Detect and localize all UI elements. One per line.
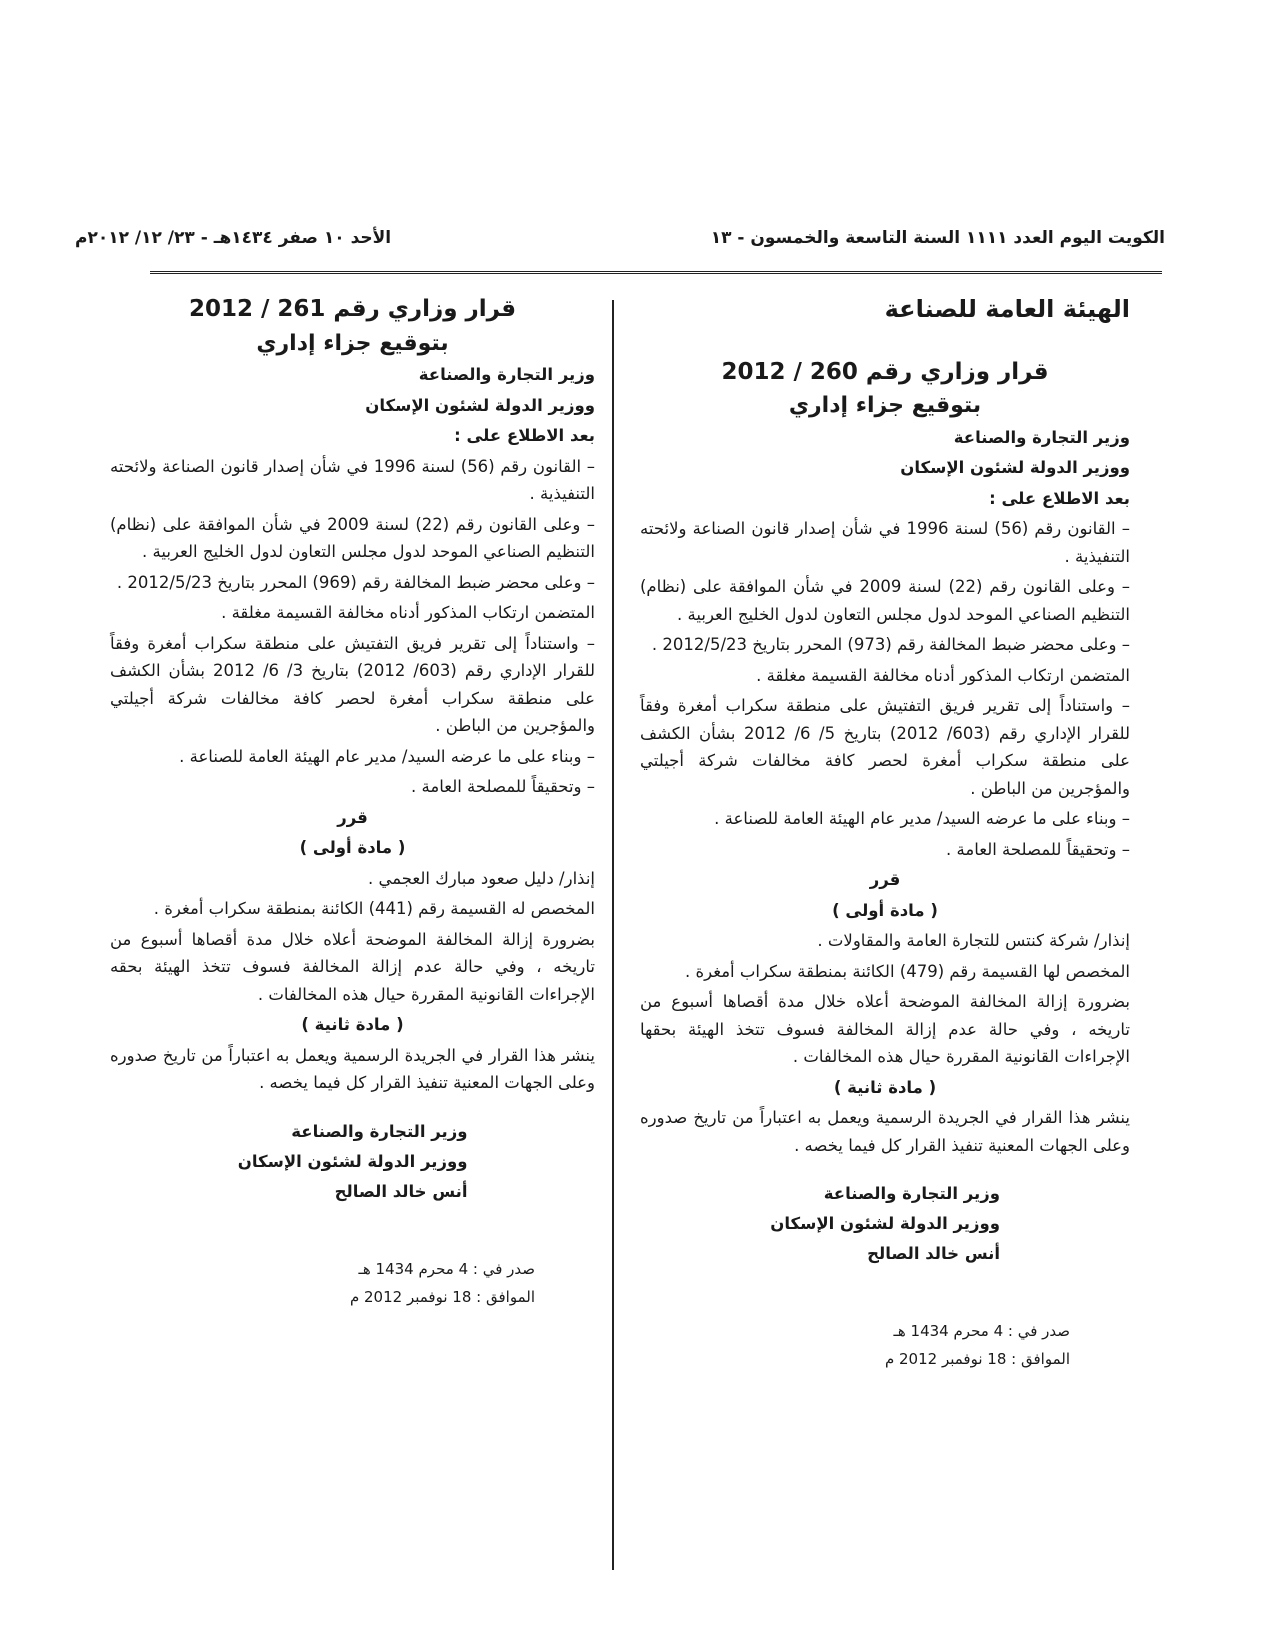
minister-line: وزير التجارة والصناعة [953,427,1130,447]
clause: – وعلى القانون رقم (22) لسنة 2009 في شأن الموافقة على (نظام) التنظيم الصناعي الموحد لدول مجلس التعاون لدول الخليج العربية . [110,514,596,561]
publication-clause: ينشر هذا القرار في الجريدة الرسمية ويعمل به اعتباراً من تاريخ صدوره وعلى الجهات المعنية تنفيذ القرار كل فيما يخصه . [110,1045,595,1092]
minister-line: ووزير الدولة لشئون الإسكان [900,458,1130,477]
clause: – واستناداً إلى تقرير فريق التفتيش على منطقة سكراب أمغرة وفقاً للقرار الإداري رقم (603/ 2012) بتاريخ 5/ 6/ 2012 بشأن الكشف على منطقة سكراب أمغرة لحصر كافة مخالفات شركة أجيلتي والمؤجرين من الباطن . [640,696,1130,798]
warning-recipient: إنذار/ شركة كنتس للتجارة العامة والمقاولات . [817,931,1130,950]
signature-line: وزير التجارة والصناعة [291,1121,468,1141]
clause: – وتحقيقاً للمصلحة العامة . [411,777,595,796]
publication-clause: ينشر هذا القرار في الجريدة الرسمية ويعمل به اعتباراً من تاريخ صدوره وعلى الجهات المعنية تنفيذ القرار كل فيما يخصه . [640,1108,1130,1155]
column-divider [612,300,614,1570]
clause: – القانون رقم (56) لسنة 1996 في شأن إصدار قانون الصناعة ولائحته التنفيذية . [640,519,1131,566]
clause: – واستناداً إلى تقرير فريق التفتيش على منطقة سكراب أمغرة وفقاً للقرار الإداري رقم (603/ 2012) بتاريخ 3/ 6/ 2012 بشأن الكشف على منطقة سكراب أمغرة لحصر كافة مخالفات شركة أجيلتي والمؤجرين من الباطن . [110,633,595,735]
plot-description: المخصص له القسيمة رقم (441) الكائنة بمنطقة سكراب أمغرة . [153,899,595,918]
article-one-heading: ( مادة أولى ) [832,900,938,920]
header-divider [150,271,1162,274]
signature-line: ووزير الدولة لشئون الإسكان [237,1151,468,1171]
decided-heading: قرر [337,807,368,827]
clause: المتضمن ارتكاب المذكور أدناه مخالفة القسيمة مغلقة . [756,665,1130,685]
decided-heading: قرر [869,870,901,889]
gazette-date: الأحد ١٠ صفر ١٤٣٤هـ - ٢٣/ ١٢/ ٢٠١٢م [75,228,392,248]
minister-line: وزير التجارة والصناعة [418,365,595,384]
decree-title: قرار وزاري رقم 261 / 2012 [188,296,517,322]
warning-recipient: إنذار/ دليل صعود مبارك العجمي . [367,868,595,888]
signatory-name: أنس خالد الصالح [867,1244,1000,1263]
decree-subtitle: بتوقيع جزاء إداري [256,330,449,356]
issue-date-gregorian: الموافق : 18 نوفمبر 2012 م [884,1350,1070,1368]
issue-date-block [110,1255,595,1311]
clause: – وعلى القانون رقم (22) لسنة 2009 في شأن الموافقة على (نظام) التنظيم الصناعي الموحد لدول مجلس التعاون لدول الخليج العربية . [640,577,1130,624]
review-intro: بعد الاطلاع على : [454,426,595,445]
issue-date-hijri: صدر في : 4 محرم 1434 هـ [358,1259,535,1278]
review-intro: بعد الاطلاع على : [989,488,1130,508]
article-two-heading: ( مادة ثانية ) [301,1015,404,1034]
clause: – وعلى محضر ضبط المخالفة رقم (973) المحرر بتاريخ 2012/5/23 . [651,635,1130,654]
issue-date-hijri: صدر في : 4 محرم 1434 هـ [893,1322,1070,1340]
clause: – وبناء على ما عرضه السيد/ مدير عام الهيئة العامة للصناعة . [714,809,1130,828]
signature-line: ووزير الدولة لشئون الإسكان [770,1214,1000,1233]
signatory-name: أنس خالد الصالح [334,1181,468,1201]
gazette-header [75,228,1165,258]
plot-description: المخصص لها القسيمة رقم (479) الكائنة بمنطقة سكراب أمغرة . [685,961,1130,981]
agency-title: الهيئة العامة للصناعة [884,295,1130,323]
issue-date-gregorian: الموافق : 18 نوفمبر 2012 م [349,1287,535,1306]
minister-line: ووزير الدولة لشئون الإسكان [365,395,595,415]
decree-title: قرار وزاري رقم 260 / 2012 [721,358,1049,385]
issue-date-block [640,1317,1130,1373]
article-two-heading: ( مادة ثانية ) [833,1077,937,1097]
article-one-heading: ( مادة أولى ) [299,838,406,857]
decree-column-left [110,296,595,1311]
gazette-issue-info: الكويت اليوم العدد ١١١١ السنة التاسعة والخمسون - ١٣ [710,228,1165,248]
clause: – القانون رقم (56) لسنة 1996 في شأن إصدار قانون الصناعة ولائحته التنفيذية . [110,456,596,503]
clause: – وعلى محضر ضبط المخالفة رقم (969) المحرر بتاريخ 2012/5/23 . [116,572,595,592]
removal-order: بضرورة إزالة المخالفة الموضحة أعلاه خلال مدة أقصاها أسبوع من تاريخه ، وفي حالة عدم إزالة المخالفة فسوف تتخذ الهيئة بحقها الإجراءات القانونية المقررة حيال هذه المخالفات . [640,992,1130,1066]
clause: – وبناء على ما عرضه السيد/ مدير عام الهيئة العامة للصناعة . [179,746,595,766]
removal-order: بضرورة إزالة المخالفة الموضحة أعلاه خلال مدة أقصاها أسبوع من تاريخه ، وفي حالة عدم إزالة المخالفة فسوف تتخذ الهيئة بحقه الإجراءات القانونية المقررة حيال هذه المخالفات . [110,929,595,1004]
signature-block [238,1117,468,1207]
clause: – وتحقيقاً للمصلحة العامة . [946,839,1130,859]
signature-block [770,1179,1000,1269]
decree-subtitle: بتوقيع جزاء إداري [788,393,982,418]
signature-line: وزير التجارة والصناعة [823,1184,1000,1203]
clause: المتضمن ارتكاب المذكور أدناه مخالفة القسيمة مغلقة . [221,603,595,622]
decree-column-right [640,296,1130,1373]
